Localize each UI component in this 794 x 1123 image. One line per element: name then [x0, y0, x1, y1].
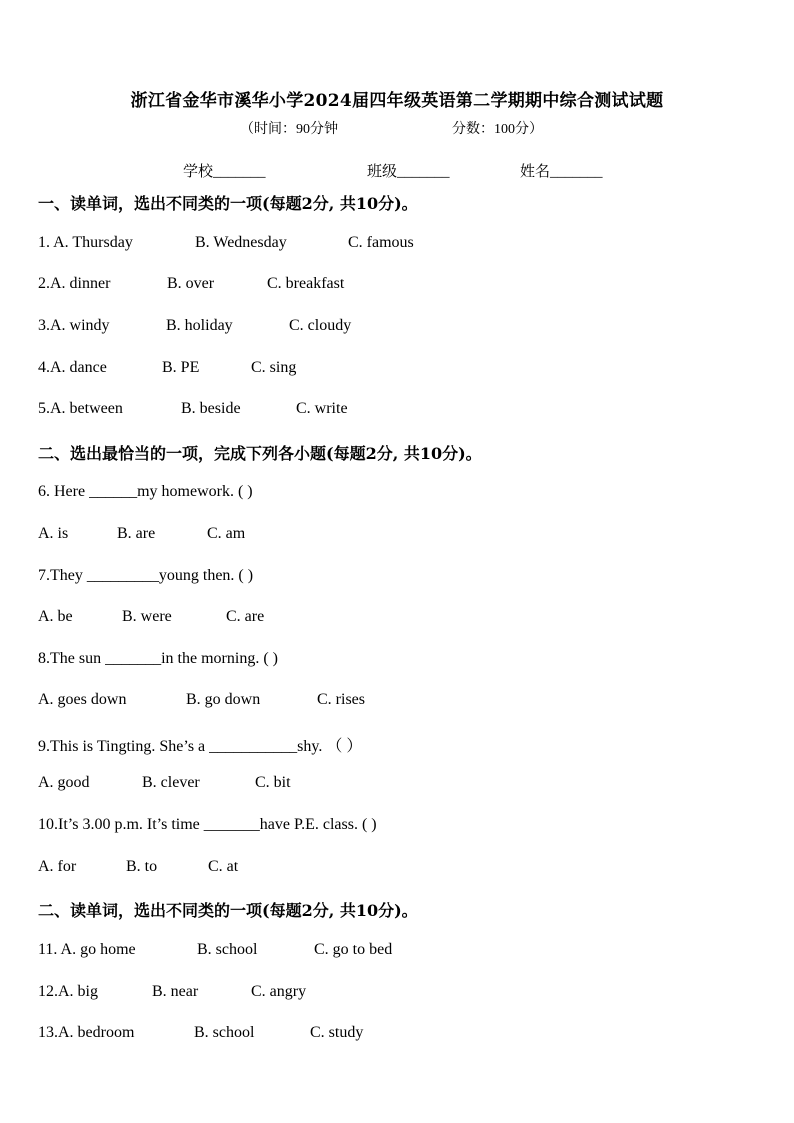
class-field: 班级_______ — [367, 164, 450, 180]
q7-option-b: B. were — [122, 608, 172, 625]
q6-option-b: B. are — [117, 525, 156, 542]
q2-option-b: B. over — [167, 275, 215, 292]
q5-option-b: B. beside — [181, 400, 241, 417]
q4-option-a: 4.A. dance — [38, 359, 107, 376]
question-10-stem: 10.It’s 3.00 p.m. It’s time _______have P.E. class. ( ) — [38, 816, 377, 833]
school-field: 学校_______ — [183, 164, 266, 180]
q9-option-a: A. good — [38, 774, 90, 791]
q1-option-a: 1. A. Thursday — [38, 234, 133, 251]
question-7-stem: 7.They _________young then. ( ) — [38, 567, 254, 584]
section-heading-2: 二、选出最恰当的一项，完成下列各小题(每题2分, 共10分)。 — [38, 444, 482, 463]
question-7-options — [38, 608, 264, 626]
q1-option-b: B. Wednesday — [195, 234, 287, 251]
q5-option-c: C. write — [296, 400, 348, 417]
q7-option-a: A. be — [38, 608, 73, 625]
question-2 — [38, 275, 344, 293]
question-1 — [38, 234, 414, 252]
q1-option-c: C. famous — [348, 234, 414, 251]
q6-option-c: C. am — [207, 525, 246, 542]
q8-option-a: A. goes down — [38, 691, 127, 708]
q11-option-a: 11. A. go home — [38, 941, 136, 958]
q12-option-b: B. near — [152, 983, 199, 1000]
q11-option-c: C. go to bed — [314, 941, 393, 958]
question-9-stem: 9.This is Tingting. She’s a ___________shy. （ ） — [38, 738, 363, 755]
question-8-options — [38, 691, 365, 709]
question-4 — [38, 359, 296, 377]
q12-option-a: 12.A. big — [38, 983, 98, 1000]
q10-option-c: C. at — [208, 858, 239, 875]
q13-option-c: C. study — [310, 1024, 364, 1041]
question-6-options — [38, 525, 245, 543]
question-6-stem: 6. Here ______my homework. ( ) — [38, 483, 253, 500]
question-9-options — [38, 774, 291, 792]
q3-option-c: C. cloudy — [289, 317, 352, 334]
exam-score: 分数：100分） — [452, 122, 543, 137]
q9-option-b: B. clever — [142, 774, 200, 791]
question-13 — [38, 1024, 363, 1042]
q7-option-c: C. are — [226, 608, 265, 625]
q13-option-b: B. school — [194, 1024, 255, 1041]
q3-option-b: B. holiday — [166, 317, 233, 334]
page-title: 浙江省金华市溪华小学2024届四年级英语第二学期期中综合测试试题 — [130, 91, 664, 111]
q13-option-a: 13.A. bedroom — [38, 1024, 135, 1041]
q2-option-a: 2.A. dinner — [38, 275, 111, 292]
q4-option-b: B. PE — [162, 359, 200, 376]
q11-option-b: B. school — [197, 941, 258, 958]
question-3 — [38, 317, 351, 335]
q3-option-a: 3.A. windy — [38, 317, 110, 334]
exam-time: （时间：90分钟 — [240, 122, 338, 137]
name-field: 姓名_______ — [520, 164, 603, 180]
q12-option-c: C. angry — [251, 983, 307, 1000]
question-8-stem: 8.The sun _______in the morning. ( ) — [38, 650, 278, 667]
question-10-options — [38, 858, 238, 876]
q9-option-c: C. bit — [255, 774, 291, 791]
q8-option-b: B. go down — [186, 691, 261, 708]
section-heading-3: 二、读单词，选出不同类的一项(每题2分, 共10分)。 — [38, 901, 418, 920]
question-5 — [38, 400, 348, 418]
section-heading-1: 一、读单词，选出不同类的一项(每题2分, 共10分)。 — [38, 194, 418, 213]
q10-option-b: B. to — [126, 858, 158, 875]
question-12 — [38, 983, 306, 1001]
q10-option-a: A. for — [38, 858, 77, 875]
q4-option-c: C. sing — [251, 359, 297, 376]
q8-option-c: C. rises — [317, 691, 365, 708]
question-11 — [38, 941, 392, 959]
q5-option-a: 5.A. between — [38, 400, 123, 417]
q2-option-c: C. breakfast — [267, 275, 345, 292]
q6-option-a: A. is — [38, 525, 69, 542]
